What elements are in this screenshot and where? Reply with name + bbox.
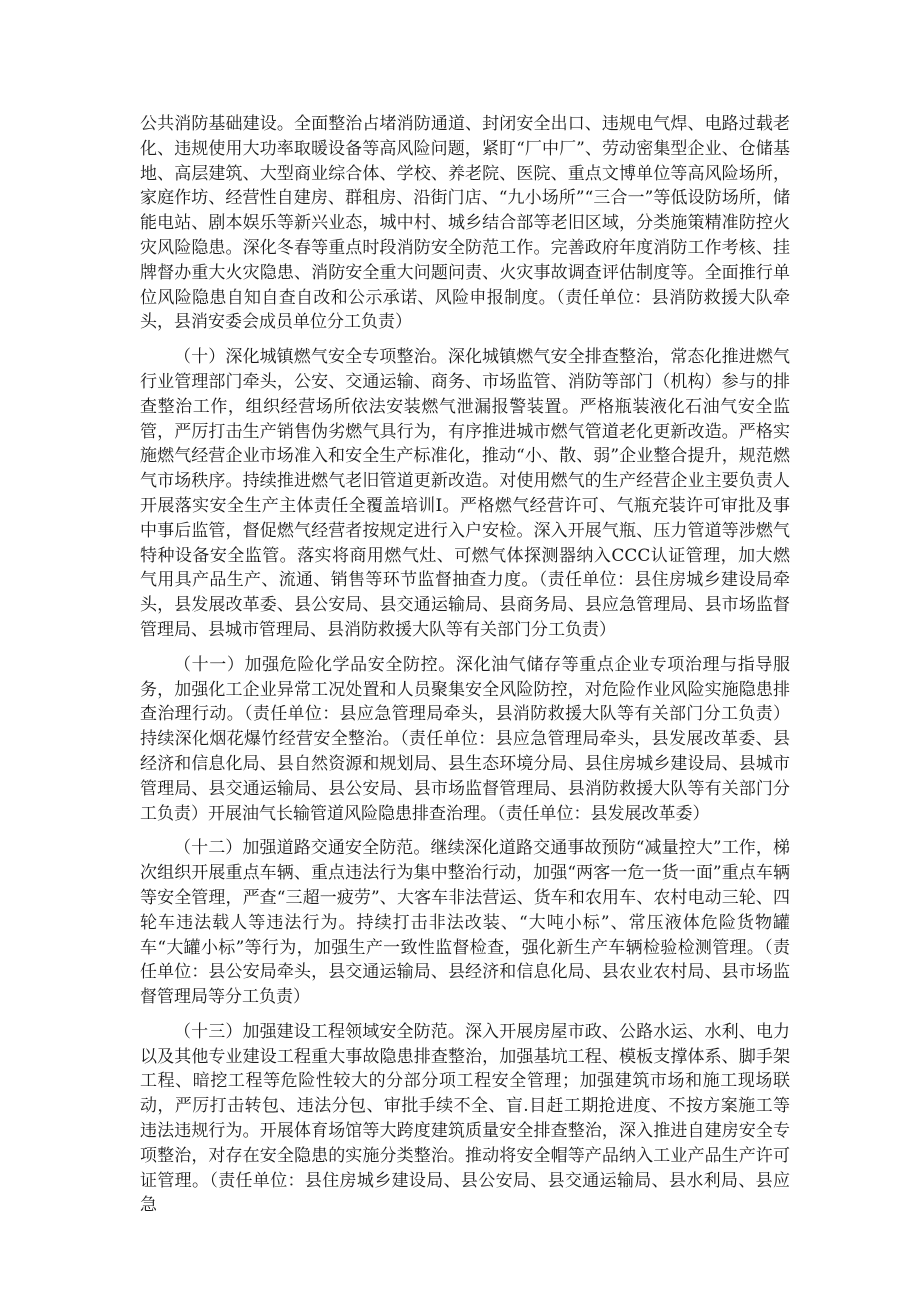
paragraph-continued-fire-safety: 公共消防基础建设。全面整治占堵消防通道、封闭安全出口、违规电气焊、电路过载老化、违规使用大功率取暖设备等高风险问题，紧盯“厂中厂”、劳动密集型企业、仓储基地、高层建筑、大型商业综合体、学校、养老院、医院、重点文博单位等高风险场所，家庭作坊、经营性自建房、群租房、沿街门店、“九小场所”“三合一”等低设防场所，储能电站、剧本娱乐等新兴业态，城中村、城乡结合部等老旧区域，分类施策精准防控火灾风险隐患。深化冬春等重点时段消防安全防范工作。完善政府年度消防工作考核、挂牌督办重大火灾隐患、消防安全重大问题问责、火灾事故调查评估制度等。全面推行单位风险隐患自知自查自改和公示承诺、风险申报制度。（责任单位：县消防救援大队牵头，县消安委会成员单位分工负责） <box>140 114 790 333</box>
paragraph-section-13-construction: （十三）加强建设工程领域安全防范。深入开展房屋市政、公路水运、水利、电力以及其他专业建设工程重大事故隐患排查整治，加强基坑工程、模板支撑体系、脚手架工程、暗挖工程等危险性较大的分部分项工程安全管理；加强建筑市场和施工现场联动，严厉打击转包、违法分包、审批手续不全、盲.目赶工期抢进度、不按方案施工等违法违规行为。开展体育场馆等大跨度建筑质量安全排查整治，深入推进自建房安全专项整治，对存在安全隐患的实施分类整治。推动将安全帽等产品纳入工业产品生产许可证管理。（责任单位：县住房城乡建设局、县公安局、县交通运输局、县水利局、县应急 <box>140 1021 790 1216</box>
document-page <box>140 112 790 1228</box>
paragraph-section-12-road-traffic: （十二）加强道路交通安全防范。继续深化道路交通事故预防“减量控大”工作，梯次组织开展重点车辆、重点违法行为集中整治行动，加强“两客一危一货一面”重点车辆等安全管理，严查“三超一疲劳”、大客车非法营运、货车和农用车、农村电动三轮、四轮车违法载人等违法行为。持续打击非法改装、“大吨小标”、常压液体危险货物罐车“大罐小标”等行为，加强生产一致性监督检查，强化新生产车辆检验检测管理。（责任单位：县公安局牵头，县交通运输局、县经济和信息化局、县农业农村局、县市场监督管理局等分工负责） <box>140 838 790 1008</box>
paragraph-section-11-hazardous-chemicals: （十一）加强危险化学品安全防控。深化油气储存等重点企业专项治理与指导服务，加强化工企业异常工况处置和人员聚集安全风险防控，对危险作业风险实施隐患排查治理行动。（责任单位：县应急管理局牵头，县消防救援大队等有关部门分工负责）持续深化烟花爆竹经营安全整治。（责任单位：县应急管理局牵头，县发展改革委、县经济和信息化局、县自然资源和规划局、县生态环境分局、县住房城乡建设局、县城市管理局、县交通运输局、县公安局、县市场监督管理局、县消防救援大队等有关部门分工负责）开展油气长输管道风险隐患排查治理。（责任单位：县发展改革委） <box>140 654 790 824</box>
paragraph-section-10-gas-safety: （十）深化城镇燃气安全专项整治。深化城镇燃气安全排查整治，常态化推进燃气行业管理部门牵头，公安、交通运输、商务、市场监管、消防等部门（机构）参与的排查整治工作，组织经营场所依法安装燃气泄漏报警装置。严格瓶装液化石油气安全监管，严厉打击生产销售伪劣燃气具行为，有序推进城市燃气管道老化更新改造。严格实施燃气经营企业市场准入和安全生产标准化，推动“小、散、弱”企业整合提升，规范燃气市场秩序。持续推进燃气老旧管道更新改造。对使用燃气的生产经营企业主要负责人开展落实安全生产主体责任全覆盖培训Ⅰ。严格燃气经营许可、气瓶充装许可审批及事中事后监管，督促燃气经营者按规定进行入户安检。深入开展气瓶、压力管道等涉燃气特种设备安全监管。落实将商用燃气灶、可燃气体探测器纳入CCC认证管理，加大燃气用具产品生产、流通、销售等环节监督抽查力度。（责任单位：县住房城乡建设局牵头，县发展改革委、县公安局、县交通运输局、县商务局、县应急管理局、县市场监督管理局、县城市管理局、县消防救援大队等有关部门分工负责） <box>140 347 790 640</box>
